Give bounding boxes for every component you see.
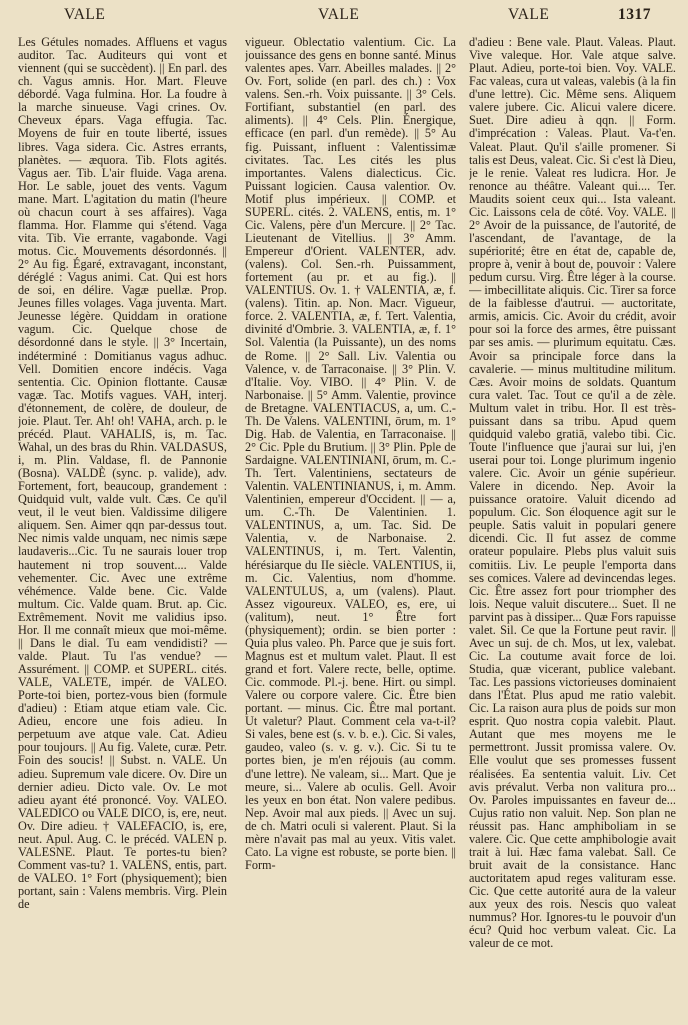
page-number: 1317 <box>618 6 651 23</box>
header-right-word: VALE <box>508 6 550 23</box>
text-column-right <box>469 36 676 1021</box>
column-text: Les Gétules nomades. Affluens et vagus auditor. Tac. Auditeurs qui vont et viennent (qui se succèdent). || En parl. des ch. Vagus amnis. Hor. Mart. Fleuve débordé. Vaga fulmina. Hor. La foudre à la marche sinueuse. Vagi crines. Ov. Cheveux épars. Vaga effugia. Tac. Moyens de fuir en toute liberté, issues libres. Vaga sidera. Cic. Astres errants, planètes. — æquora. Tib. Flots agités. Vagus aer. Tib. L'air fluide. Vaga arena. Hor. Le sable, jouet des vents. Vagum mane. Mart. L'agitation du matin (l'heure où chacun court à ses affaires). Vaga flamma. Hor. Flamme qui s'étend. Vaga vita. Tib. Vie errante, vagabonde. Vagi motus. Cic. Mouvements désordonnés. || 2° Au fig. Égaré, extravagant, inconstant, déréglé : Vagus animi. Cat. Qui est hors de soi, en délire. Vagæ puellæ. Prop. Jeunes filles volages. Vaga juventa. Mart. Jeunesse légère. Quiddam in oratione vagum. Cic. Quelque chose de désordonné dans le style. || 3° Incertain, indéterminé : Domitianus vagus adhuc. Vell. Domitien encore indécis. Vaga sententia. Cic. Opinion flottante. Causæ vagæ. Tac. Motifs vagues. VAH, interj. d'étonnement, de colère, de douleur, de joie. Plaut. Ter. Ah! oh! VAHA, arch. p. le précéd. Plaut. VAHALIS, is, m. Tac. Wahal, un des bras du Rhin. VALDASUS, i, m. Plin. Valdase, fl. de Pannonie (Bosna). VALDÈ (sync. p. valide), adv. Fortement, fort, beaucoup, grandement : Quidquid vult, valde vult. Cæs. Ce qu'il veut, il le veut bien. Valdissime diligere aliquem. Sen. Aimer qqn par-dessus tout. Nec nimis valde unquam, nec nimis sæpe laudaveris...Cic. Tu ne saurais louer trop hautement ni trop souvent.... Valde vehementer. Cic. Avec une extrême véhémence. Valde bene. Cic. Valde multum. Cic. Valde quam. Brut. ap. Cic. Extrêmement. Novit me validius ipso. Hor. Il me connaît mieux que moi-même. || Dans le dial. Tu eam vendidisti? — valde. Plaut. Tu l'as vendue? — Assurément. || COMP. et SUPERL. cités. VALE, VALETE, impér. de VALEO. Porte-toi bien, portez-vous bien (formule d'adieu) : Etiam atque etiam vale. Cic. Adieu, encore une fois adieu. In perpetuum ave atque vale. Cat. Adieu pour toujours. || Au fig. Valete, curæ. Petr. Foin des soucis! || Subst. n. VALE. Un adieu. Supremum vale dicere. Ov. Dire un dernier adieu. Dicto vale. Ov. Le mot adieu ayant été prononcé. Voy. VALEO. VALEDICO ou VALE DICO, is, ere, neut. Ov. Dire adieu. † VALEFACIO, is, ere, neut. Apul. Aug. C. le précéd. VALEN p. VALESNE. Plaut. Te portes-tu bien? Comment vas-tu? 1. VALENS, entis, part. de VALEO. 1° Fort (physiquement); bien portant, sain : Valens membris. Virg. Plein de <box>18 36 227 912</box>
header-left-word: VALE <box>64 6 106 23</box>
running-header <box>0 0 688 34</box>
header-center-word: VALE <box>318 6 360 23</box>
column-text: vigueur. Oblectatio valentium. Cic. La jouissance des gens en bonne santé. Minus valentes apes. Varr. Abeilles malades. || 2° Ov. Fort, solide (en parl. des ch.) : Vox valens. Sen.-rh. Voix puissante. || 3° Cels. Fortifiant, substantiel (en parl. des aliments). || 4° Cels. Plin. Énergique, efficace (en parl. d'un remède). || 5° Au fig. Puissant, influent : Valentissimæ civitates. Tac. Les cités les plus importantes. Valens dialecticus. Cic. Puissant logicien. Causa valentior. Ov. Motif plus impérieux. || COMP. et SUPERL. cités. 2. VALENS, entis, m. 1° Cic. Valens, père d'un Mercure. || 2° Tac. Lieutenant de Vitellius. || 3° Amm. Empereur d'Orient. VALENTER, adv. (valens). Col. Sen.-rh. Puissamment, fortement (au pr. et au fig.). || VALENTIUS. Ov. 1. † VALENTIA, æ, f. (valens). Titin. ap. Non. Macr. Vigueur, force. 2. VALENTIA, æ, f. Tert. Valentia, divinité d'Ombrie. 3. VALENTIA, æ, f. 1° Sol. Valentia (la Puissante), un des noms de Rome. || 2° Sall. Liv. Valentia ou Valence, v. de Tarraconaise. || 3° Plin. V. d'Italie. Voy. VIBO. || 4° Plin. V. de Narbonaise. || 5° Amm. Valentie, province de Bretagne. VALENTIACUS, a, um. C.-Th. De Valens. VALENTINI, ōrum, m. 1° Dig. Hab. de Valentia, en Tarraconaise. || 2° Cic. Pple du Brutium. || 3° Plin. Pple de Sardaigne. VALENTINIANI, ōrum, m. C.-Th. Tert. Valentiniens, sectateurs de Valentin. VALENTINIANUS, i, m. Amm. Valentinien, empereur d'Occident. || — a, um. C.-Th. De Valentinien. 1. VALENTINUS, a, um. Tac. Sid. De Valentia, v. de Narbonaise. 2. VALENTINUS, i, m. Tert. Valentin, hérésiarque du IIe siècle. VALENTIUS, ii, m. Cic. Valentius, nom d'homme. VALENTULUS, a, um (valens). Plaut. Assez vigoureux. VALEO, es, ere, ui (valitum), neut. 1° Être fort (physiquement); ordin. se bien porter : Quia plus valeo. Ph. Parce que je suis fort. Magnus est et multum valet. Plaut. Il est grand et fort. Valere recte, belle, optime. Cic. commode. Pl.-j. bene. Hirt. ou simpl. Valere ou corpore valere. Cic. Être bien portant. — minus. Cic. Être mal portant. Ut valetur? Plaut. Comment cela va-t-il? Si vales, bene est (s. v. b. e.). Cic. Si vales, gaudeo, valeo (s. v. g. v.). Cic. Si tu te portes bien, je m'en réjouis (au comm. d'une lettre). Ne valeam, si... Mart. Que je meure, si... Valere ab oculis. Gell. Avoir les yeux en bon état. Non valere pedibus. Nep. Avoir mal aux pieds. || Avec un suj. de ch. Matri oculi si valerent. Plaut. Si la mère n'avait pas mal au yeux. Vitis valet. Cato. La vigne est robuste, se porte bien. || Form- <box>245 36 456 872</box>
text-column-left <box>18 36 227 1021</box>
column-text: d'adieu : Bene vale. Plaut. Valeas. Plaut. Vive valeque. Hor. Vale atque salve. Plaut. Adieu, porte-toi bien. Voy. VALE. Fac valeas, cura ut valeas, valebis (à la fin d'une lettre). Cic. Même sens. Aliquem valere jubere. Cic. Alicui valere dicere. Suet. Dire adieu à qqn. || Form. d'imprécation : Valeas. Plaut. Va-t'en. Valeat. Plaut. Qu'il s'aille promener. Si talis est Deus, valeat. Cic. Si c'est là Dieu, je le renie. Valeat res ludicra. Hor. Je renonce au théâtre. Valeant qui.... Ter. Maudits soient ceux qui... Ista valeant. Cic. Laissons cela de côté. Voy. VALE. || 2° Avoir de la puissance, de l'autorité, de l'ascendant, de l'avantage, de la supériorité; être en état de, capable de, propre à, venir à bout de, pouvoir : Valere pedum cursu. Virg. Être léger à la course. — imbecillitate aliquis. Cic. Tirer sa force de la faiblesse d'autrui. — auctoritate, armis, amicis. Cic. Avoir du crédit, avoir pour soi la force des armes, être puissant par ses amis. — plurimum equitatu. Cæs. Avoir sa principale force dans la cavalerie. — minus multitudine militum. Cæs. Avoir moins de soldats. Quantum cura valet. Tac. Tout ce qu'il a de zèle. Multum valet in tribu. Hor. Il est très-puissant dans sa tribu. Apud quem quidquid valebo gratiā, valebo tibi. Cic. Toute l'influence que j'aurai sur lui, j'en userai pour toi. Longe plurimum ingenio valere. Cic. Avoir un génie supérieur. Valere in dicendo. Nep. Avoir la puissance oratoire. Valuit dicendo ad populum. Cic. Son éloquence agit sur le peuple. Satis valuit in populari genere dicendi. Cic. Il fut assez de comme orateur populaire. Plebs plus valuit suis comitiis. Liv. Le peuple l'emporta dans ses comices. Valere ad devincendas leges. Cic. Être assez fort pour triompher des lois. Neque valuit discutere... Suet. Il ne parvint pas à dissiper... Quæ Fors rapuisse valet. Sil. Ce que la Fortune peut ravir. || Avec un suj. de ch. Mos, ut lex, valebat. Cic. La coutume avait force de loi. Studia, quæ vicerant, publice valebant. Tac. Les passions victorieuses dominaient dans l'État. Plus apud me ratio valebit. Cic. La raison aura plus de poids sur mon esprit. Quo nostra copia valebit. Plaut. Autant que mes moyens me le permettront. Jussit promissa valere. Ov. Elle voulut que ses promesses fussent réalisées. Ea sententia valuit. Liv. Cet avis prévalut. Verba non valitura pro... Ov. Paroles impuissantes en faveur de... Cujus ratio non valuit. Nep. Son plan ne réussit pas. Hanc amphiboliam in se valere. Cic. Que cette amphibologie avait trait à lui. Hæc fama valebat. Sall. Ce bruit avait de la consistance. Hanc auctoritatem apud reges valituram esse. Cic. Que cette autorité aura de la valeur aux yeux des rois. Nescis quo valeat nummus? Hor. Ignores-tu le pouvoir d'un écu? Quid hoc verbum valeat. Cic. La valeur de ce mot. <box>469 36 676 951</box>
text-column-middle <box>245 36 456 1021</box>
